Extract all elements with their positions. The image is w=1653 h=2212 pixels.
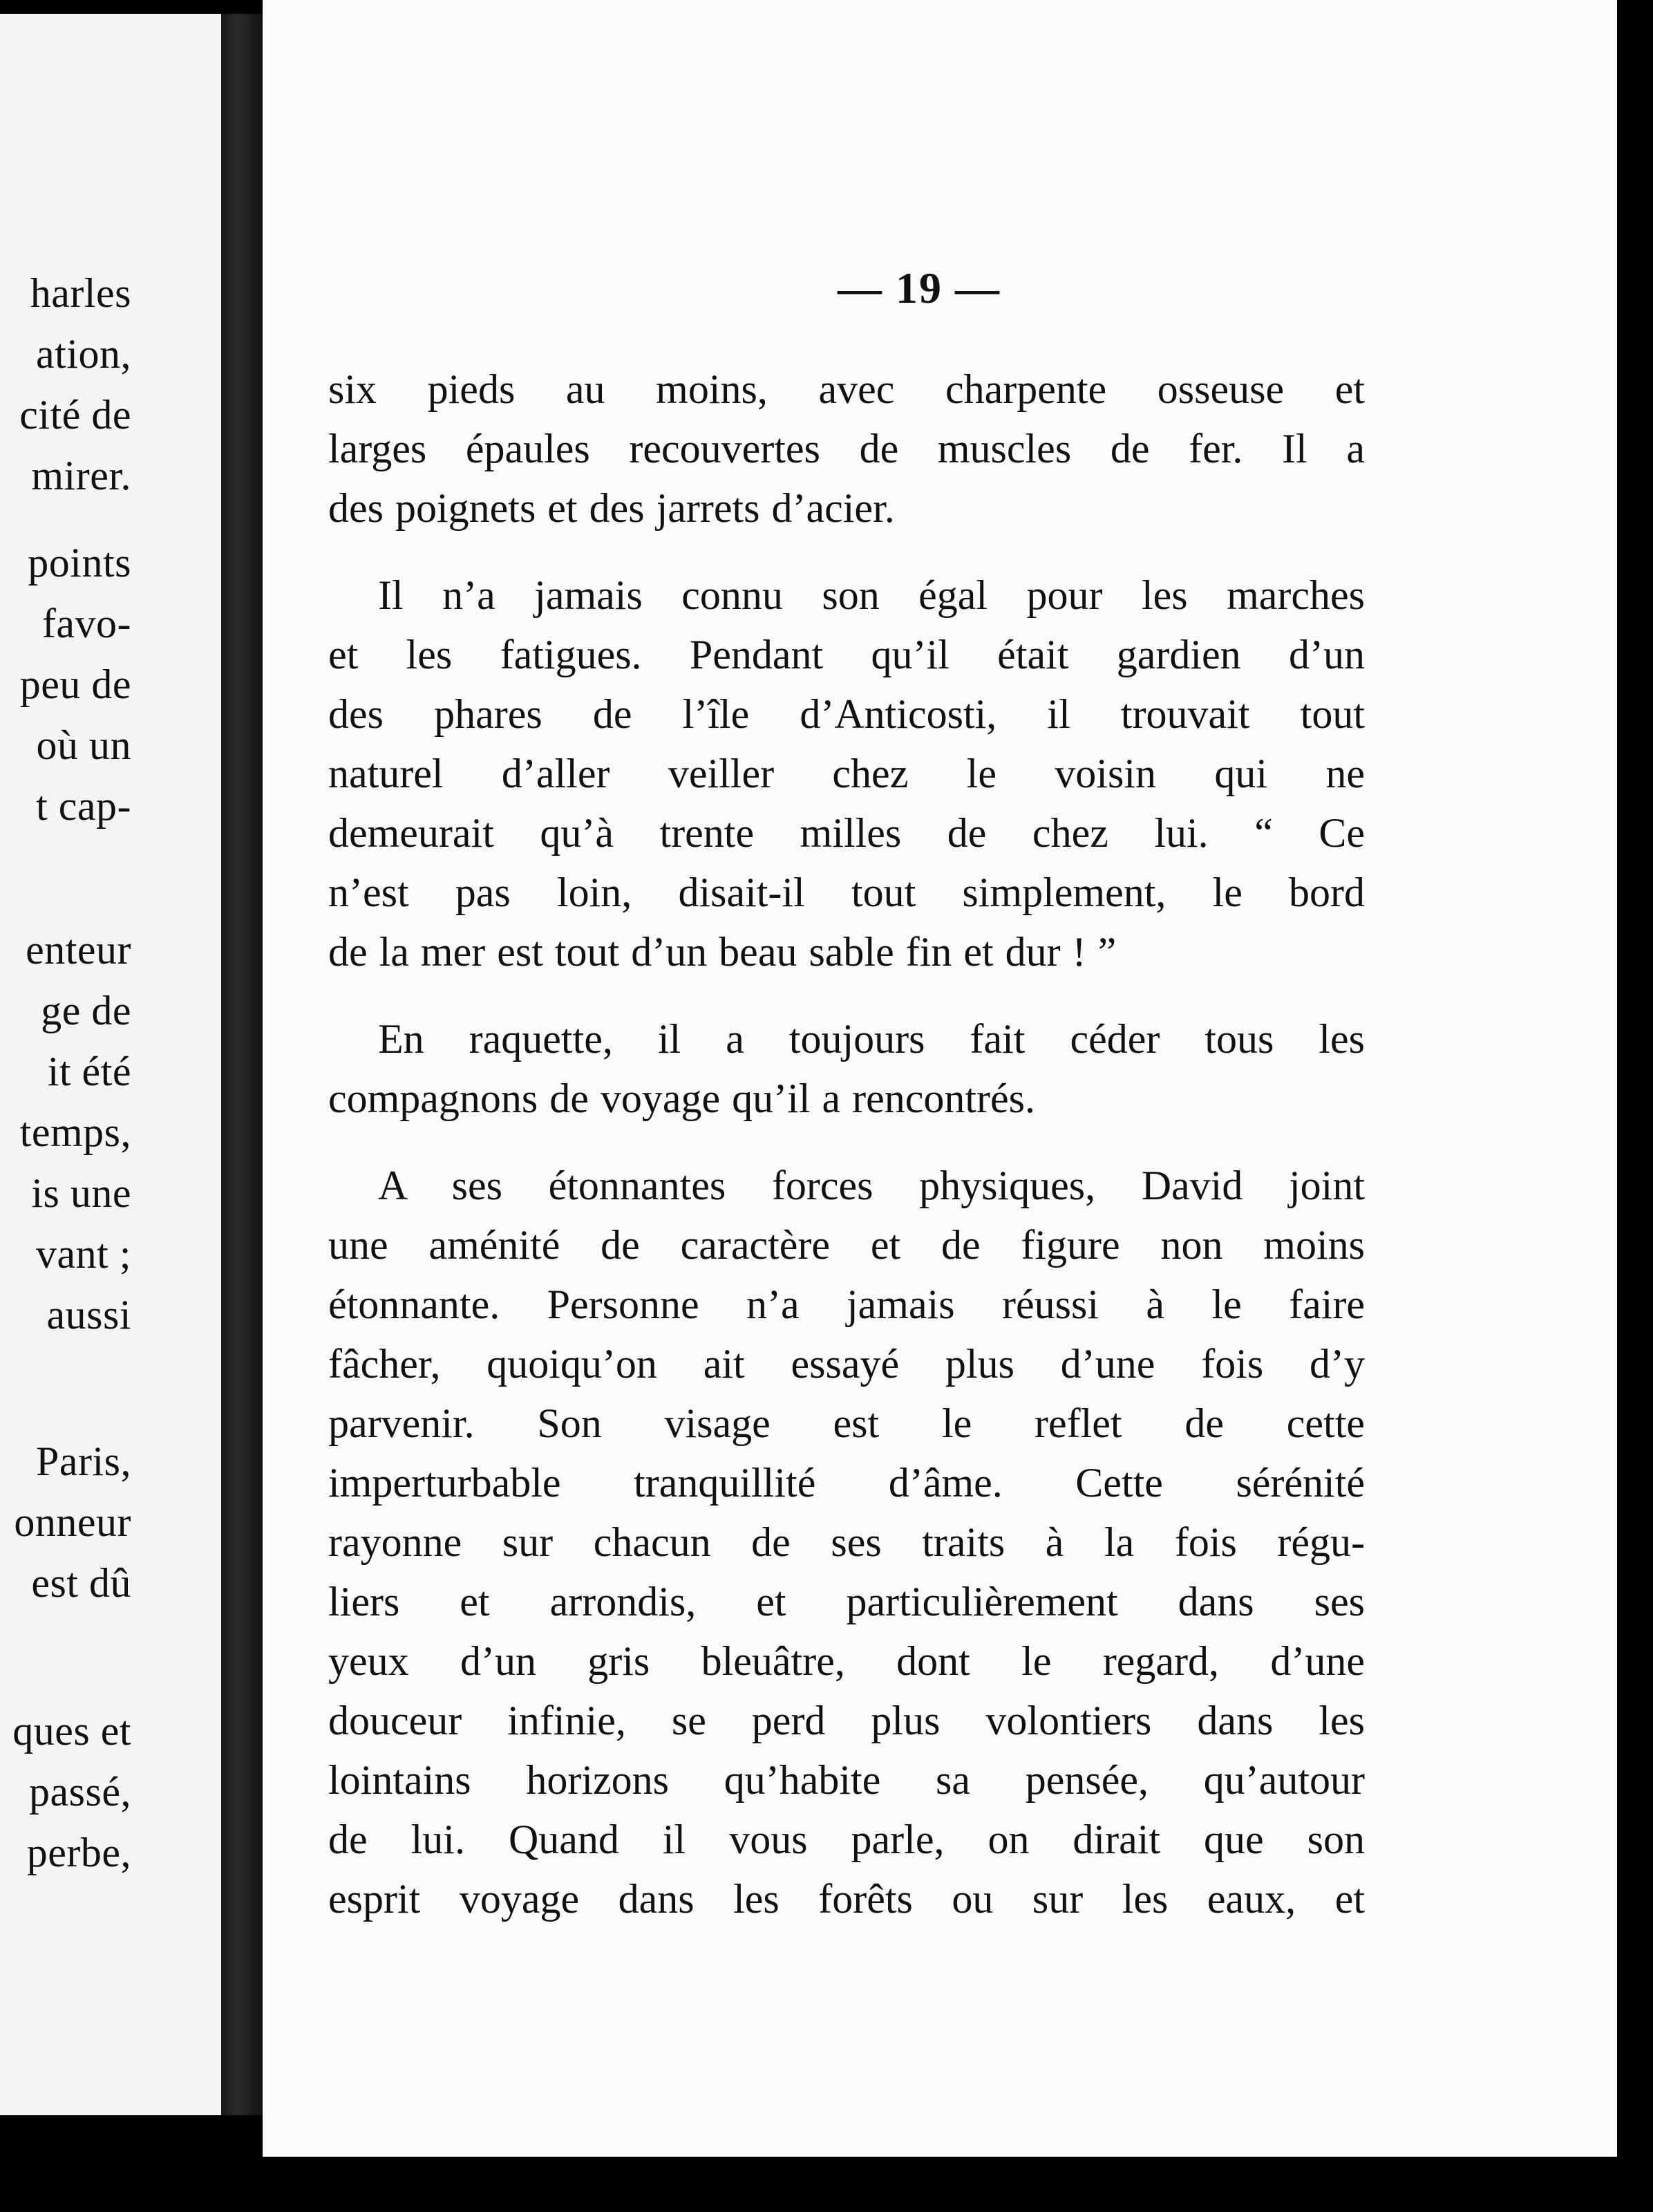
left-page-line: temps, [19, 1109, 131, 1155]
left-page-line: it été [47, 1049, 131, 1094]
text-line: En raquette, il a toujours fait céder tous les [378, 1016, 1365, 1062]
text-line: parvenir. Son visage est le reflet de cette [328, 1400, 1365, 1446]
left-page-line: mirer. [31, 453, 131, 498]
left-page-line: perbe, [26, 1830, 131, 1875]
text-line: A ses étonnantes forces physiques, David joint [378, 1163, 1365, 1208]
text-line: imperturbable tranquillité d’âme. Cette sérénité [328, 1460, 1365, 1506]
text-line: des phares de l’île d’Anticosti, il trouvait tout [328, 691, 1365, 737]
left-page-line: aussi [46, 1292, 131, 1338]
left-page-line: ques et [12, 1708, 131, 1754]
left-page-line: ge de [41, 988, 131, 1033]
left-page-line: passé, [29, 1769, 131, 1815]
left-page-line: cité de [19, 392, 131, 438]
left-page-line: ation, [36, 331, 131, 377]
text-line: naturel d’aller veiller chez le voisin qui ne [328, 751, 1365, 796]
text-line: de la mer est tout d’un beau sable fin et dur ! ” [328, 929, 1117, 975]
text-line: rayonne sur chacun de ses traits à la fois régu- [328, 1519, 1365, 1565]
text-line: six pieds au moins, avec charpente osseuse et [328, 366, 1365, 412]
text-line: larges épaules recouvertes de muscles de fer. Il a [328, 426, 1365, 471]
paragraph [328, 1009, 1365, 1128]
book-gutter [221, 14, 263, 2115]
left-page-line: onneur [14, 1499, 131, 1545]
left-page-line: peu de [19, 662, 131, 707]
left-page-line: points [28, 540, 131, 585]
text-line: et les fatigues. Pendant qu’il était gardien d’un [328, 632, 1365, 677]
scan-border [0, 2157, 1653, 2212]
left-page-fragment [0, 14, 221, 2115]
text-line: fâcher, quoiqu’on ait essayé plus d’une fois d’y [328, 1341, 1365, 1387]
text-line: de lui. Quand il vous parle, on dirait que son [328, 1817, 1365, 1862]
left-page-line: enteur [26, 927, 131, 973]
text-line: étonnante. Personne n’a jamais réussi à le faire [328, 1282, 1365, 1327]
text-line: lointains horizons qu’habite sa pensée, qu’autour [328, 1757, 1365, 1803]
left-page-line: est dû [31, 1560, 131, 1606]
right-page [263, 0, 1617, 2157]
page-number: — 19 — [838, 263, 1001, 312]
text-line: yeux d’un gris bleuâtre, dont le regard, d’une [328, 1638, 1365, 1684]
paragraph [328, 565, 1365, 982]
text-line: douceur infinie, se perd plus volontiers dans les [328, 1698, 1365, 1743]
left-page-line: favo- [41, 601, 131, 646]
text-line: esprit voyage dans les forêts ou sur les eaux, et [328, 1876, 1365, 1922]
left-page-line: is une [31, 1170, 131, 1216]
paragraph [328, 359, 1365, 538]
left-page-line: vant ; [36, 1231, 131, 1277]
left-page-line: où un [36, 722, 131, 768]
text-line: n’est pas loin, disait-il tout simplement, le bord [328, 870, 1365, 915]
text-line: demeurait qu’à trente milles de chez lui. “ Ce [328, 810, 1365, 856]
text-line: compagnons de voyage qu’il a rencontrés. [328, 1076, 1035, 1121]
paragraph [328, 1156, 1365, 1929]
text-line: une aménité de caractère et de figure non moins [328, 1222, 1365, 1268]
left-page-line: t cap- [36, 783, 131, 829]
text-line: liers et arrondis, et particulièrement dans ses [328, 1579, 1365, 1624]
left-page-line: harles [30, 270, 131, 316]
text-line: des poignets et des jarrets d’acier. [328, 485, 895, 531]
left-page-line: Paris, [36, 1438, 131, 1484]
text-line: Il n’a jamais connu son égal pour les marches [378, 572, 1365, 618]
body-text [328, 359, 1365, 1956]
